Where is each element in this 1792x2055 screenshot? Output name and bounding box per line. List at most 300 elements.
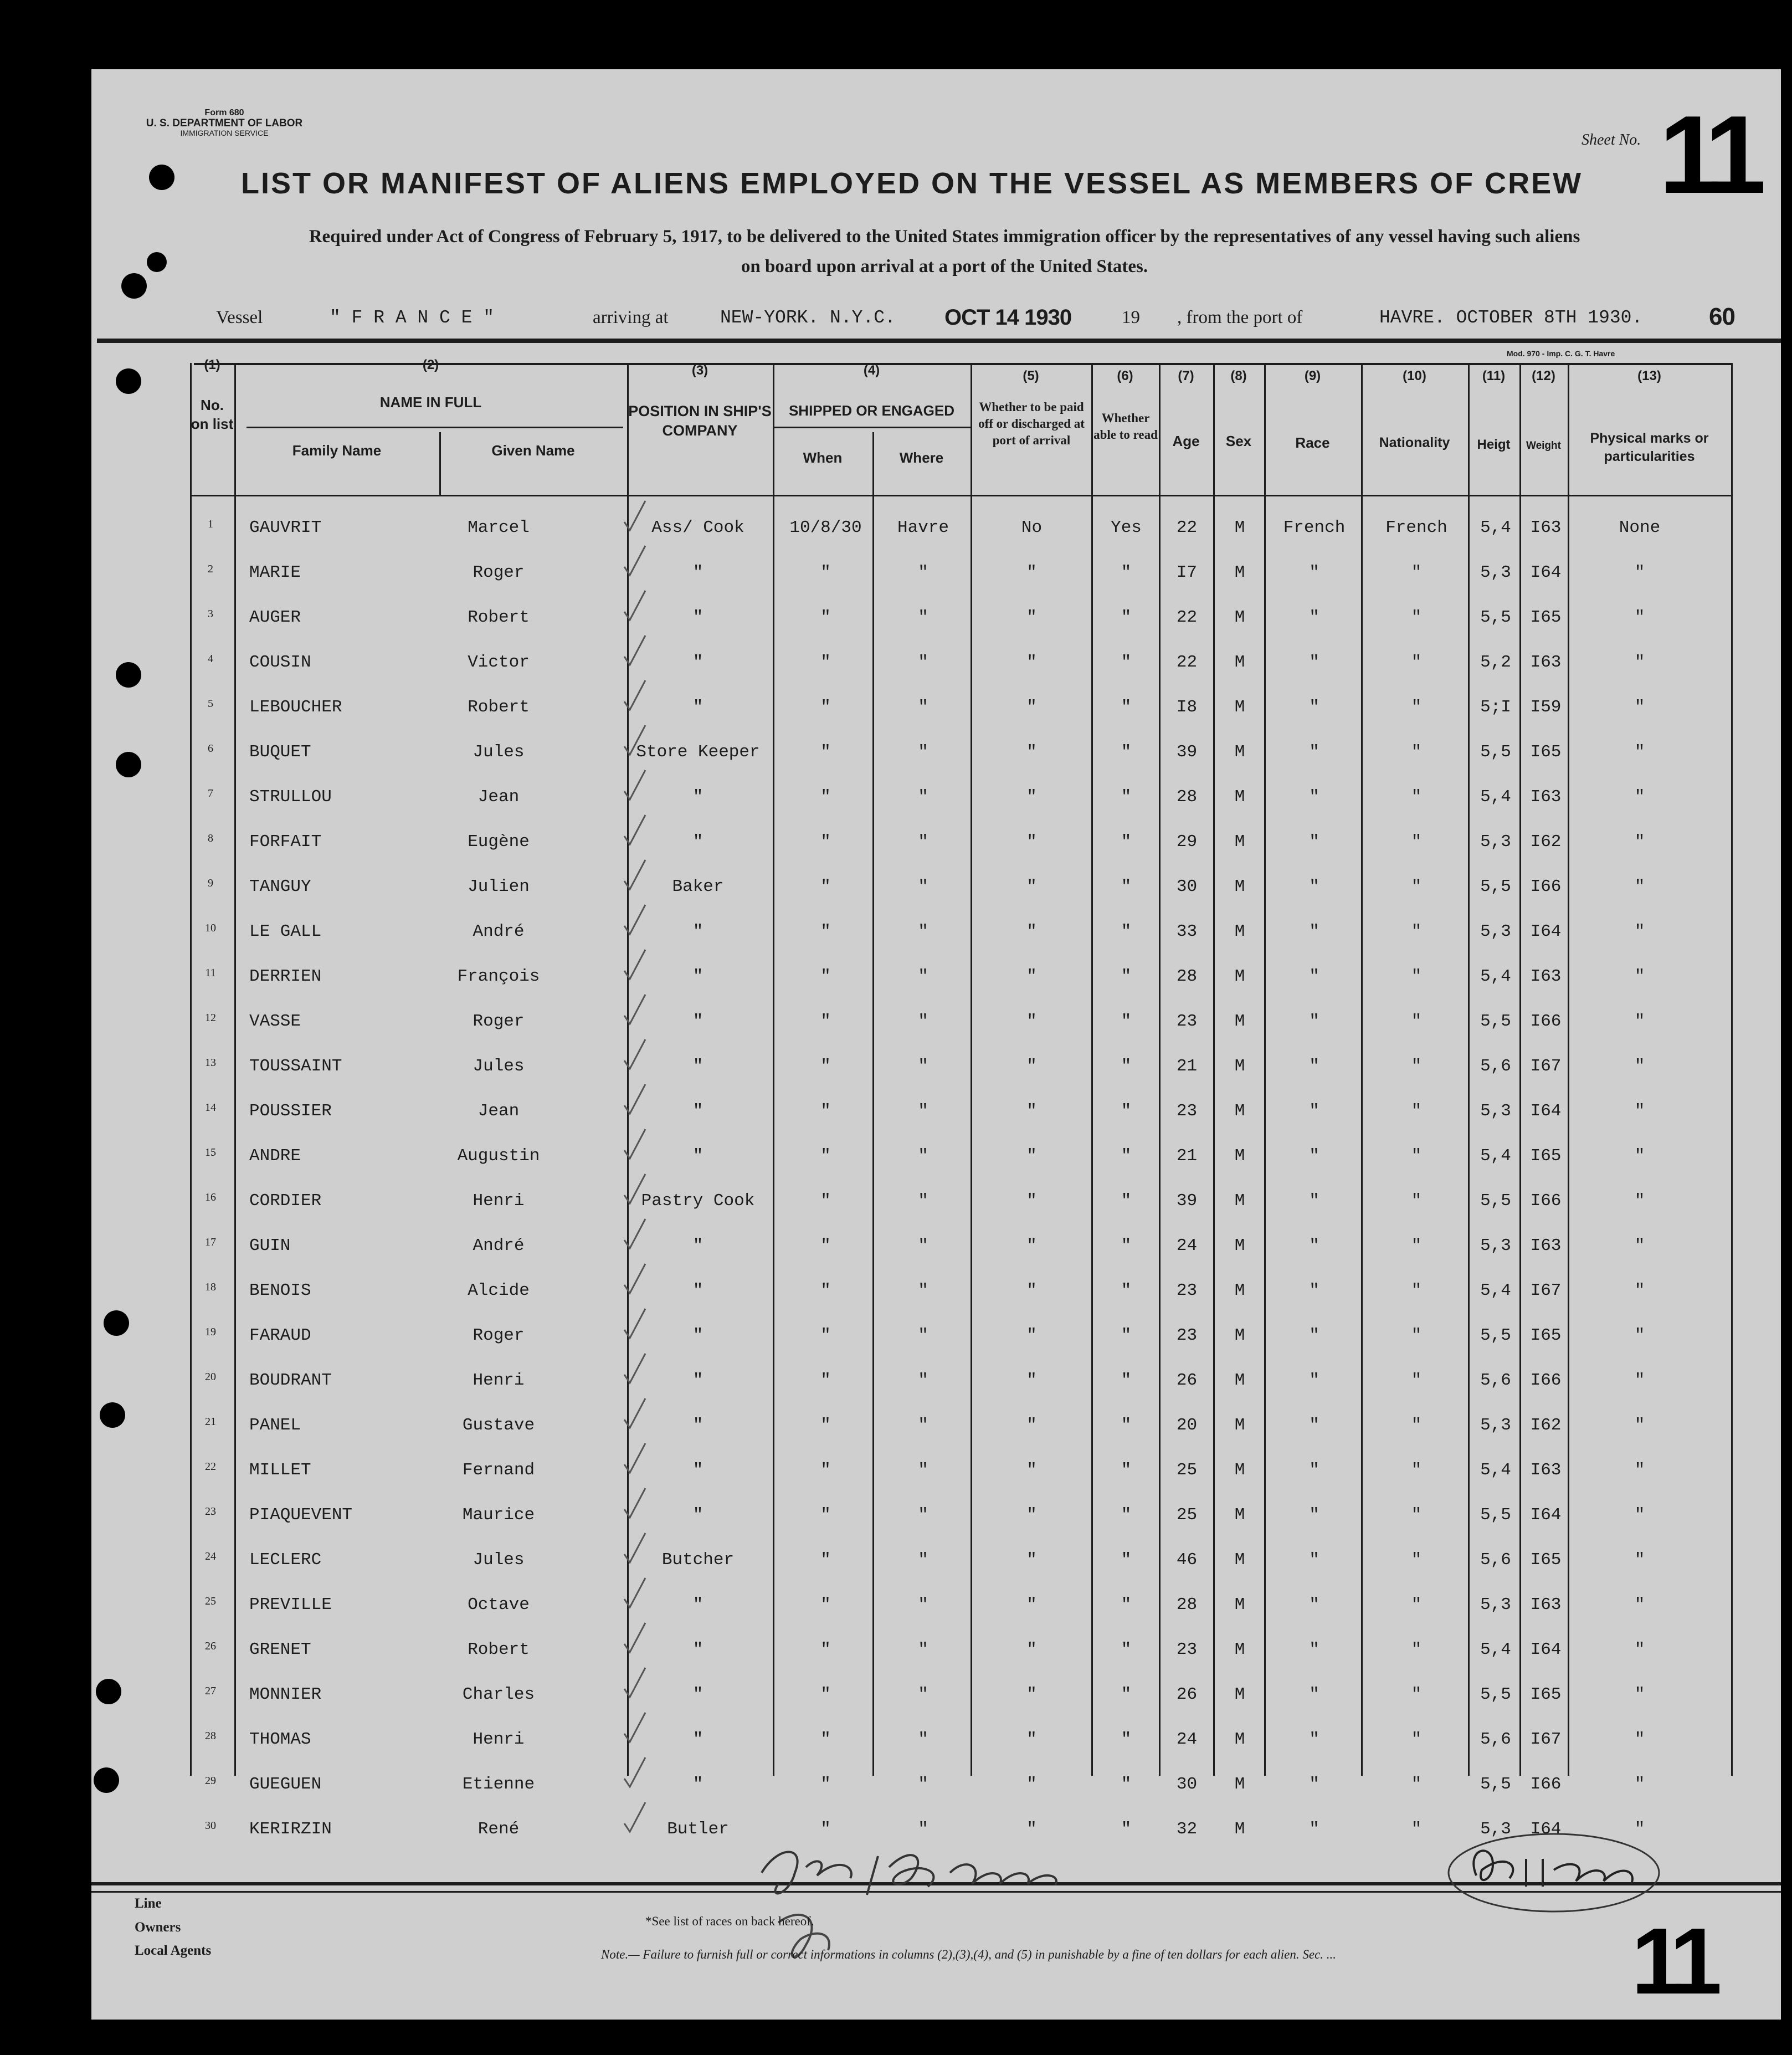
table-row: [91, 504, 1781, 549]
cell-given-name: Jules: [473, 1057, 525, 1076]
cell-height: 5,4: [1480, 1640, 1511, 1659]
cell-shipped-where: ": [918, 1460, 928, 1480]
cell-row-number: 4: [208, 653, 213, 665]
cell-shipped-when: ": [820, 1460, 831, 1480]
table-row: [91, 773, 1781, 818]
cell-height: 5,5: [1480, 742, 1511, 762]
cell-paid-off: ": [1026, 653, 1037, 672]
cell-height: 5,5: [1480, 877, 1511, 896]
check-mark-icon: [623, 724, 651, 757]
cell-position: ": [692, 1101, 704, 1121]
cell-paid-off: ": [1026, 1595, 1037, 1615]
cell-age: 29: [1176, 832, 1198, 852]
cell-shipped-when: ": [820, 877, 831, 896]
cell-given-name: Robert: [468, 698, 530, 717]
cell-age: 28: [1176, 1595, 1198, 1615]
check-mark-icon: [623, 769, 651, 802]
check-mark-icon: [623, 1128, 651, 1161]
cell-sex: M: [1234, 967, 1245, 986]
cell-able-to-read: ": [1121, 1326, 1132, 1345]
sheet-number-label: Sheet No.: [1582, 131, 1641, 148]
col-num-6: (6): [1117, 368, 1133, 383]
cell-row-number: 16: [205, 1191, 216, 1203]
cell-nationality: ": [1411, 1505, 1422, 1525]
cell-family-name: LEBOUCHER: [249, 698, 342, 717]
cell-shipped-where: ": [918, 832, 928, 852]
cell-row-number: 3: [208, 608, 213, 620]
cell-height: 5,3: [1480, 1236, 1511, 1255]
cell-height: 5,6: [1480, 1550, 1511, 1570]
cell-height: 5,4: [1480, 1146, 1511, 1166]
cell-given-name: Victor: [468, 653, 530, 672]
officer-signature: [1443, 1826, 1676, 1920]
cell-able-to-read: ": [1121, 1685, 1132, 1704]
cell-race: ": [1309, 1236, 1319, 1255]
service: IMMIGRATION SERVICE: [180, 129, 269, 138]
cell-race: ": [1309, 1057, 1319, 1076]
check-mark-icon: [623, 1532, 651, 1565]
cell-physical-marks: ": [1634, 1236, 1645, 1255]
cell-row-number: 13: [205, 1057, 216, 1069]
cell-row-number: 28: [205, 1730, 216, 1742]
cell-age: 23: [1176, 1326, 1198, 1345]
document-subtitle: [147, 222, 1742, 282]
cell-row-number: 24: [205, 1550, 216, 1562]
cell-paid-off: ": [1026, 787, 1037, 807]
name-header-underline: [247, 427, 623, 428]
cell-family-name: BUQUET: [249, 742, 311, 762]
cell-sex: M: [1234, 1730, 1245, 1749]
cell-shipped-when: ": [820, 1236, 831, 1255]
cell-given-name: Roger: [473, 1012, 525, 1031]
cell-row-number: 1: [208, 518, 213, 530]
cell-shipped-where: Havre: [897, 518, 949, 537]
cell-physical-marks: ": [1634, 1595, 1645, 1615]
cell-given-name: René: [477, 1820, 520, 1839]
check-mark-icon: [623, 1083, 651, 1116]
cell-paid-off: ": [1026, 832, 1037, 852]
cell-able-to-read: ": [1121, 1640, 1132, 1659]
cell-given-name: Octave: [468, 1595, 530, 1615]
cell-paid-off: No: [1021, 518, 1043, 537]
cell-row-number: 25: [205, 1595, 216, 1607]
cell-physical-marks: ": [1634, 698, 1645, 717]
check-mark-icon: [623, 1352, 651, 1386]
cell-given-name: Henri: [473, 1371, 525, 1390]
cell-row-number: 5: [208, 698, 213, 710]
cell-given-name: Julien: [468, 877, 530, 896]
cell-shipped-when: ": [820, 1685, 831, 1704]
check-mark-icon: [623, 904, 651, 937]
cell-sex: M: [1234, 698, 1245, 717]
check-mark-icon: [623, 1263, 651, 1296]
cell-row-number: 8: [208, 832, 213, 844]
check-mark-icon: [623, 1622, 651, 1655]
cell-shipped-when: ": [820, 1281, 831, 1300]
cell-nationality: ": [1411, 563, 1422, 582]
cell-physical-marks: ": [1634, 1146, 1645, 1166]
cell-given-name: Augustin: [457, 1146, 540, 1166]
cell-paid-off: ": [1026, 1460, 1037, 1480]
table-row: [91, 1716, 1781, 1761]
cell-physical-marks: ": [1634, 832, 1645, 852]
cell-shipped-where: ": [918, 1775, 928, 1794]
cell-nationality: ": [1411, 1101, 1422, 1121]
department: U. S. DEPARTMENT OF LABOR: [146, 117, 303, 129]
from-port-label: , from the port of: [1177, 308, 1303, 327]
cell-family-name: TANGUY: [249, 877, 311, 896]
cell-shipped-where: ": [918, 787, 928, 807]
races-note: *See list of races on back hereof.: [645, 1914, 814, 1928]
cell-age: 39: [1176, 742, 1198, 762]
check-mark-icon: [623, 1038, 651, 1072]
cell-age: 23: [1176, 1640, 1198, 1659]
arriving-port: NEW-YORK. N.Y.C.: [720, 308, 896, 328]
cell-age: 25: [1176, 1505, 1198, 1525]
cell-able-to-read: ": [1121, 1460, 1132, 1480]
cell-sex: M: [1234, 1326, 1245, 1345]
cell-given-name: Roger: [473, 1326, 525, 1345]
cell-paid-off: ": [1026, 563, 1037, 582]
footer-owners-label: Owners: [135, 1919, 181, 1935]
cell-weight: I65: [1530, 608, 1562, 627]
cell-shipped-where: ": [918, 1326, 928, 1345]
cell-race: ": [1309, 1281, 1319, 1300]
cell-sex: M: [1234, 1191, 1245, 1211]
cell-given-name: Alcide: [468, 1281, 530, 1300]
header-where: Where: [899, 449, 944, 466]
cell-physical-marks: ": [1634, 1505, 1645, 1525]
cell-family-name: GRENET: [249, 1640, 311, 1659]
col-num-3: (3): [691, 363, 708, 378]
cell-given-name: Eugène: [468, 832, 530, 852]
footer-line-label: Line: [135, 1896, 162, 1911]
cell-sex: M: [1234, 653, 1245, 672]
cell-shipped-when: ": [820, 698, 831, 717]
cell-able-to-read: ": [1121, 787, 1132, 807]
cell-race: ": [1309, 1640, 1319, 1659]
cell-age: 26: [1176, 1371, 1198, 1390]
cell-weight: I64: [1530, 1640, 1562, 1659]
cell-family-name: GUEGUEN: [249, 1775, 322, 1794]
cell-race: ": [1309, 922, 1319, 941]
cell-nationality: ": [1411, 787, 1422, 807]
cell-row-number: 18: [205, 1281, 216, 1293]
check-mark-icon: [623, 1487, 651, 1520]
cell-shipped-when: ": [820, 1057, 831, 1076]
cell-race: ": [1309, 967, 1319, 986]
punch-hole: [121, 273, 147, 299]
table-row: [91, 863, 1781, 908]
table-row: [91, 1357, 1781, 1402]
cell-age: 28: [1176, 967, 1198, 986]
cell-shipped-where: ": [918, 1191, 928, 1211]
cell-height: 5,3: [1480, 563, 1511, 582]
table-row: [91, 549, 1781, 594]
table-row: [91, 1088, 1781, 1132]
cell-sex: M: [1234, 1775, 1245, 1794]
cell-nationality: ": [1411, 653, 1422, 672]
cell-row-number: 7: [208, 787, 213, 800]
cell-position: ": [692, 653, 704, 672]
cell-row-number: 10: [205, 922, 216, 934]
cell-able-to-read: ": [1121, 563, 1132, 582]
cell-age: 20: [1176, 1416, 1198, 1435]
cell-height: 5,2: [1480, 653, 1511, 672]
cell-shipped-when: ": [820, 1505, 831, 1525]
cell-paid-off: ": [1026, 742, 1037, 762]
cell-weight: I63: [1530, 967, 1562, 986]
cell-height: 5,3: [1480, 832, 1511, 852]
cell-given-name: Robert: [468, 1640, 530, 1659]
cell-nationality: ": [1411, 832, 1422, 852]
cell-weight: I64: [1530, 563, 1562, 582]
header-paid-off: Whether to be paid off or discharged at port of arrival: [978, 400, 1085, 447]
cell-height: 5,4: [1480, 967, 1511, 986]
cell-weight: I67: [1530, 1730, 1562, 1749]
check-mark-icon: [623, 545, 651, 578]
cell-family-name: POUSSIER: [249, 1101, 332, 1121]
cell-weight: I63: [1530, 1236, 1562, 1255]
cell-shipped-where: ": [918, 698, 928, 717]
cell-position: ": [692, 1371, 704, 1390]
col-num-11: (11): [1482, 368, 1506, 383]
cell-nationality: ": [1411, 1820, 1422, 1839]
cell-shipped-when: ": [820, 1326, 831, 1345]
table-row: [91, 1536, 1781, 1581]
cell-row-number: 20: [205, 1371, 216, 1383]
cell-position: ": [692, 1326, 704, 1345]
cell-physical-marks: ": [1634, 1191, 1645, 1211]
table-row: [91, 1761, 1781, 1806]
cell-able-to-read: ": [1121, 698, 1132, 717]
cell-shipped-where: ": [918, 877, 928, 896]
cell-sex: M: [1234, 1416, 1245, 1435]
cell-sex: M: [1234, 832, 1245, 852]
cell-race: ": [1309, 1012, 1319, 1031]
table-row: [91, 639, 1781, 684]
cell-height: 5,4: [1480, 787, 1511, 807]
header-physical-marks: Physical marks or particularities: [1590, 431, 1709, 464]
cell-height: 5,3: [1480, 1416, 1511, 1435]
cell-nationality: ": [1411, 1191, 1422, 1211]
header-able-to-read: Whether able to read: [1093, 411, 1158, 442]
arriving-label: arriving at: [593, 308, 669, 327]
header-race: Race: [1295, 434, 1330, 451]
cell-physical-marks: ": [1634, 1281, 1645, 1300]
table-row: [91, 594, 1781, 639]
cell-sex: M: [1234, 1595, 1245, 1615]
cell-shipped-where: ": [918, 922, 928, 941]
bottom-sheet-mark: 11: [1631, 1909, 1713, 2014]
cell-family-name: ANDRE: [249, 1146, 301, 1166]
cell-able-to-read: ": [1121, 1550, 1132, 1570]
cell-nationality: ": [1411, 1460, 1422, 1480]
cell-row-number: 22: [205, 1460, 216, 1473]
cell-row-number: 21: [205, 1416, 216, 1428]
cell-shipped-where: ": [918, 1820, 928, 1839]
cell-height: 5,5: [1480, 1505, 1511, 1525]
cell-row-number: 9: [208, 877, 213, 889]
cell-given-name: Fernand: [462, 1460, 535, 1480]
cell-race: ": [1309, 608, 1319, 627]
cell-position: ": [692, 1057, 704, 1076]
cell-position: ": [692, 698, 704, 717]
cell-sex: M: [1234, 922, 1245, 941]
cell-age: I8: [1176, 698, 1198, 717]
cell-shipped-when: ": [820, 1012, 831, 1031]
cell-position: ": [692, 967, 704, 986]
cell-shipped-when: ": [820, 832, 831, 852]
header-shipped-engaged: SHIPPED OR ENGAGED: [788, 402, 955, 419]
header-family-name: Family Name: [292, 442, 382, 459]
cell-position: ": [692, 1012, 704, 1031]
cell-physical-marks: ": [1634, 653, 1645, 672]
cell-row-number: 30: [205, 1820, 216, 1832]
cell-sex: M: [1234, 1505, 1245, 1525]
cell-physical-marks: ": [1634, 877, 1645, 896]
cell-weight: I65: [1530, 742, 1562, 762]
cell-paid-off: ": [1026, 698, 1037, 717]
cell-nationality: ": [1411, 608, 1422, 627]
check-mark-icon: [623, 1442, 651, 1475]
form-header: [141, 108, 307, 138]
check-mark-icon: [623, 679, 651, 713]
cell-weight: I66: [1530, 877, 1562, 896]
cell-given-name: Roger: [473, 563, 525, 582]
footer-labels: [135, 1892, 211, 1963]
cell-sex: M: [1234, 1146, 1245, 1166]
form-number: Form 680: [204, 108, 244, 117]
cell-physical-marks: ": [1634, 563, 1645, 582]
cell-nationality: ": [1411, 1416, 1422, 1435]
table-row: [91, 1402, 1781, 1447]
cell-weight: I63: [1530, 518, 1562, 537]
cell-shipped-where: ": [918, 1505, 928, 1525]
cell-able-to-read: ": [1121, 1820, 1132, 1839]
cell-sex: M: [1234, 518, 1245, 537]
check-mark-icon: [623, 814, 651, 847]
cell-paid-off: ": [1026, 1191, 1037, 1211]
sheet-number: 11: [1659, 93, 1757, 217]
cell-nationality: ": [1411, 1236, 1422, 1255]
cell-weight: I64: [1530, 1101, 1562, 1121]
cell-physical-marks: ": [1634, 1550, 1645, 1570]
cell-able-to-read: ": [1121, 877, 1132, 896]
year-prefix: 19: [1122, 308, 1140, 327]
cell-shipped-when: ": [820, 1371, 831, 1390]
cell-height: 5,5: [1480, 608, 1511, 627]
cell-age: 24: [1176, 1236, 1198, 1255]
check-mark-icon: [623, 1218, 651, 1251]
cell-shipped-where: ": [918, 1146, 928, 1166]
cell-shipped-where: ": [918, 563, 928, 582]
cell-able-to-read: ": [1121, 1012, 1132, 1031]
cell-height: 5,3: [1480, 922, 1511, 941]
cell-able-to-read: ": [1121, 967, 1132, 986]
cell-shipped-where: ": [918, 1550, 928, 1570]
cell-physical-marks: ": [1634, 1326, 1645, 1345]
cell-able-to-read: ": [1121, 922, 1132, 941]
header-no-on-list: No. on list: [191, 397, 234, 432]
cell-height: 5,5: [1480, 1326, 1511, 1345]
cell-nationality: ": [1411, 1595, 1422, 1615]
col-num-9: (9): [1304, 368, 1321, 383]
check-mark-icon: [623, 993, 651, 1027]
cell-nationality: ": [1411, 1685, 1422, 1704]
cell-sex: M: [1234, 608, 1245, 627]
cell-given-name: Jules: [473, 742, 525, 762]
cell-weight: I63: [1530, 1460, 1562, 1480]
cell-given-name: Jean: [477, 1101, 520, 1121]
cell-able-to-read: ": [1121, 608, 1132, 627]
header-nationality: Nationality: [1379, 435, 1450, 450]
cell-paid-off: ": [1026, 1730, 1037, 1749]
cell-race: ": [1309, 1460, 1319, 1480]
cell-physical-marks: ": [1634, 922, 1645, 941]
cell-weight: I62: [1530, 1416, 1562, 1435]
cell-race: ": [1309, 1371, 1319, 1390]
header-given-name: Given Name: [491, 442, 575, 459]
cell-paid-off: ": [1026, 1685, 1037, 1704]
cell-given-name: Marcel: [468, 518, 530, 537]
cell-position: ": [692, 1730, 704, 1749]
cell-paid-off: ": [1026, 1146, 1037, 1166]
cell-given-name: André: [473, 1236, 525, 1255]
check-mark-icon: [623, 1756, 651, 1790]
cell-sex: M: [1234, 1012, 1245, 1031]
cell-nationality: ": [1411, 877, 1422, 896]
cell-shipped-when: ": [820, 653, 831, 672]
cell-shipped-when: ": [820, 608, 831, 627]
table-row: [91, 1267, 1781, 1312]
cell-shipped-when: ": [820, 1640, 831, 1659]
check-mark-icon: [623, 1397, 651, 1431]
cell-row-number: 2: [208, 563, 213, 575]
col-num-2: (2): [422, 357, 439, 372]
cell-paid-off: ": [1026, 1012, 1037, 1031]
cell-age: 39: [1176, 1191, 1198, 1211]
col-num-12: (12): [1532, 368, 1555, 383]
cell-race: ": [1309, 742, 1319, 762]
cell-family-name: BENOIS: [249, 1281, 311, 1300]
cell-row-number: 17: [205, 1236, 216, 1248]
cell-paid-off: ": [1026, 1371, 1037, 1390]
cell-shipped-when: 10/8/30: [789, 518, 862, 537]
cell-position: ": [692, 1640, 704, 1659]
cell-race: ": [1309, 1505, 1319, 1525]
cell-given-name: Henri: [473, 1191, 525, 1211]
cell-paid-off: ": [1026, 1640, 1037, 1659]
table-row: [91, 729, 1781, 773]
cell-paid-off: ": [1026, 1236, 1037, 1255]
cell-weight: I64: [1530, 1820, 1562, 1839]
cell-row-number: 14: [205, 1101, 216, 1114]
cell-position: Baker: [672, 877, 724, 896]
cell-shipped-where: ": [918, 1057, 928, 1076]
table-row: [91, 1132, 1781, 1177]
cell-position: ": [692, 1505, 704, 1525]
cell-nationality: ": [1411, 1146, 1422, 1166]
cell-position: Butler: [667, 1820, 729, 1839]
shipped-header-underline: [773, 427, 971, 428]
cell-row-number: 19: [205, 1326, 216, 1338]
cell-family-name: LECLERC: [249, 1550, 322, 1570]
cell-shipped-when: ": [820, 967, 831, 986]
table-row: [91, 1043, 1781, 1088]
cell-shipped-when: ": [820, 1595, 831, 1615]
cell-sex: M: [1234, 1281, 1245, 1300]
